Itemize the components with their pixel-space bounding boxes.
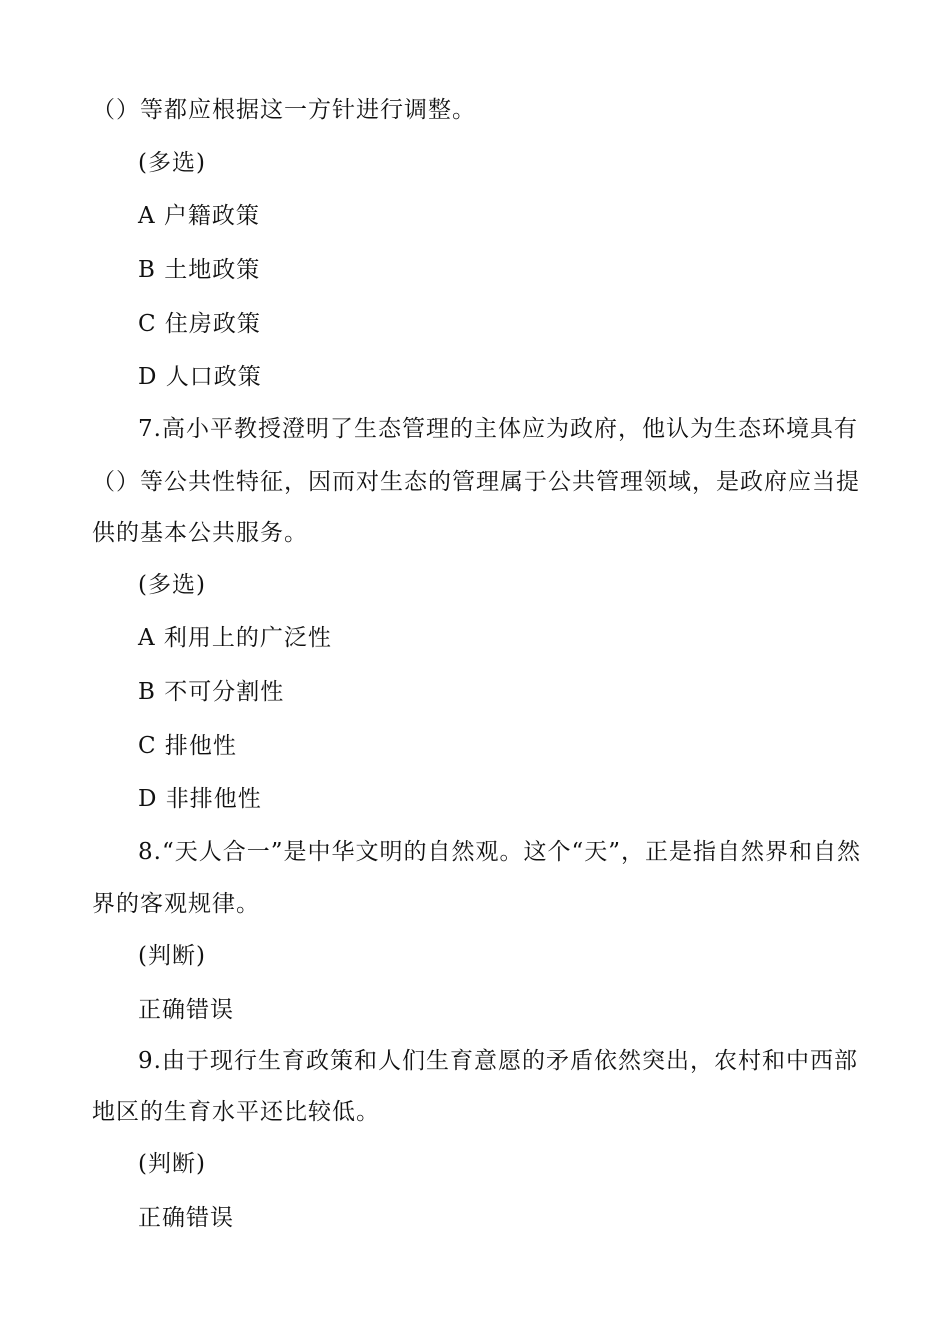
q7-text-line1: 7.高小平教授澄明了生态管理的主体应为政府，他认为生态环境具有	[138, 416, 858, 442]
q8-answer-choices: 正确错误	[138, 997, 234, 1023]
q6-text-tail: （）等都应根据这一方针进行调整。	[92, 97, 476, 123]
q9-answer-choices: 正确错误	[138, 1205, 234, 1231]
q6-option-d: D 人口政策	[138, 364, 262, 390]
q7-type-tag: (多选)	[138, 572, 206, 598]
q9-text-line2: 地区的生育水平还比较低。	[92, 1099, 380, 1125]
q9-type-tag: (判断)	[138, 1151, 206, 1177]
q6-option-b: B 土地政策	[138, 257, 261, 283]
q6-option-c: C 住房政策	[138, 311, 261, 337]
q7-option-d: D 非排他性	[138, 786, 262, 812]
q9-text-line1: 9.由于现行生育政策和人们生育意愿的矛盾依然突出，农村和中西部	[138, 1048, 858, 1074]
q8-text-line2: 界的客观规律。	[92, 891, 260, 917]
q7-option-c: C 排他性	[138, 733, 237, 759]
q7-text-line3: 供的基本公共服务。	[92, 520, 308, 546]
q6-type-tag: (多选)	[138, 150, 206, 176]
q8-text-line1: 8.“天人合一”是中华文明的自然观。这个“天”，正是指自然界和自然	[138, 839, 861, 865]
q7-text-line2: （）等公共性特征，因而对生态的管理属于公共管理领域，是政府应当提	[92, 469, 860, 495]
q7-option-a: A 利用上的广泛性	[138, 625, 332, 651]
q6-option-a: A 户籍政策	[138, 203, 260, 229]
q7-option-b: B 不可分割性	[138, 679, 285, 705]
q8-type-tag: (判断)	[138, 943, 206, 969]
